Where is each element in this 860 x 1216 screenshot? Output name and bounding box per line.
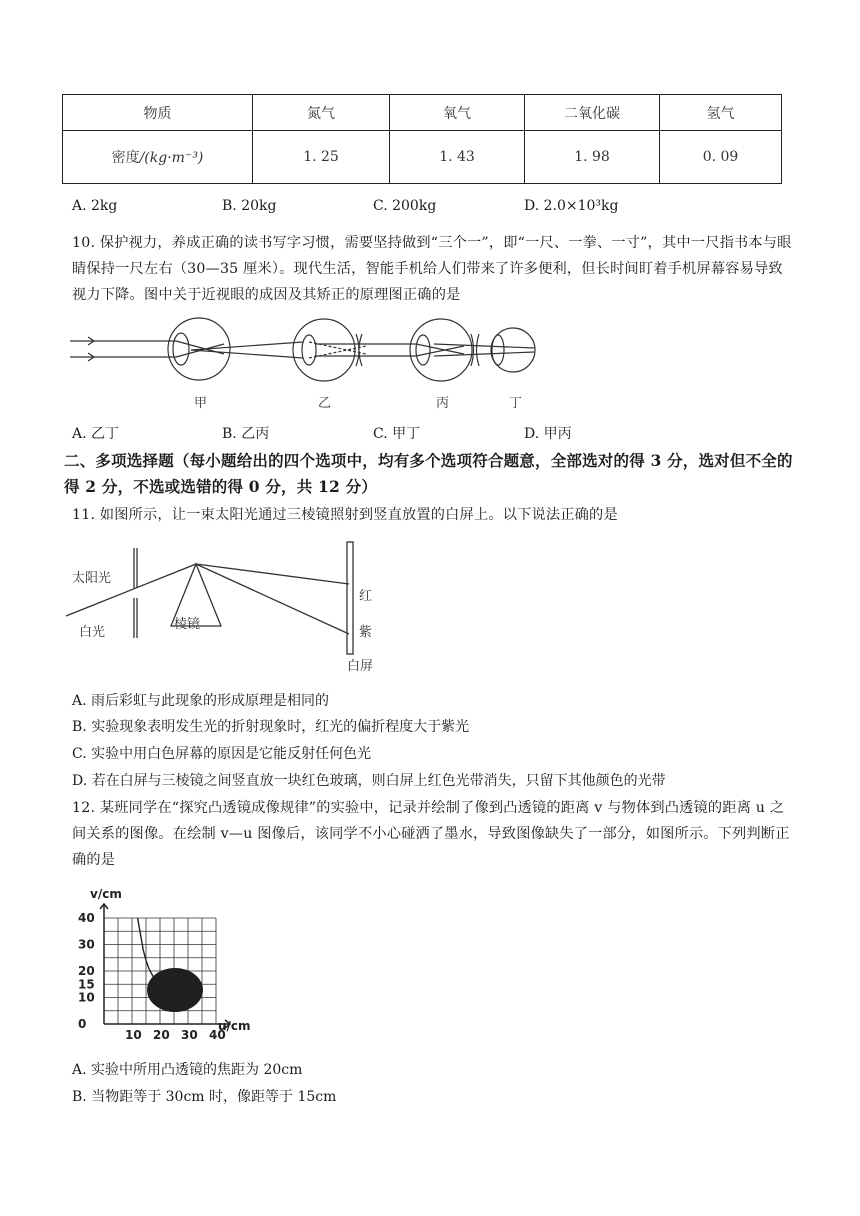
table-cell: 1. 98 — [525, 131, 660, 184]
table-header-cell: 氢气 — [660, 95, 782, 131]
table-cell: 0. 09 — [660, 131, 782, 184]
q10-eye-figure — [66, 314, 536, 414]
q11-option-a: A. 雨后彩虹与此现象的形成原理是相同的 — [72, 693, 330, 709]
label-yi: 乙 — [318, 396, 332, 411]
label-sunlight: 太阳光 — [72, 571, 112, 586]
y-tick-label: 0 — [78, 1017, 87, 1031]
q9-option-d: D. 2.0×10³kg — [524, 198, 619, 214]
y-axis — [100, 904, 108, 1024]
q12-text: 12. 某班同学在“探究凸透镜成像规律”的实验中，记录并绘制了像到凸透镜的距离 v 与物体到凸透镜的距离 u 之间关系的图像。在绘制 v—u 图像后，该同学不小心碰洒了墨水，导致图像缺失了一部分，如图所示。下列判断正确的是 — [72, 800, 790, 868]
table-header-row — [63, 95, 782, 131]
y-tick-label: 20 — [78, 964, 95, 978]
q10-option-c: C. 甲丁 — [373, 426, 421, 442]
y-tick-label: 30 — [78, 937, 95, 952]
y-tick-label: 10 — [78, 990, 95, 1005]
row-label-name: 密度 — [111, 150, 140, 166]
table-cell: 1. 25 — [253, 131, 390, 184]
label-red: 红 — [359, 589, 373, 604]
row-label-unit: /(kg·m⁻³) — [139, 150, 204, 166]
ink-blot — [147, 968, 203, 1012]
x-axis — [104, 1020, 230, 1028]
q11-option-d: D. 若在白屏与三棱镜之间竖直放一块红色玻璃，则白屏上红色光带消失，只留下其他颜色的光带 — [72, 773, 666, 789]
eye-bing-icon — [410, 319, 472, 381]
table-header-cell: 物质 — [63, 95, 253, 131]
x-axis-label: u/cm — [218, 1019, 251, 1033]
q12-option-b: B. 当物距等于 30cm 时，像距等于 15cm — [72, 1089, 337, 1105]
vu-chart — [68, 884, 268, 1044]
label-bing: 丙 — [436, 396, 450, 411]
label-white-screen: 白屏 — [347, 659, 374, 674]
q10-option-b: B. 乙丙 — [222, 426, 270, 442]
label-jia: 甲 — [194, 396, 208, 411]
chart-series-line — [138, 918, 160, 982]
density-table — [62, 94, 782, 184]
table-header-cell: 氮气 — [253, 95, 390, 131]
y-tick-label: 15 — [78, 977, 95, 992]
section2-title: 二、多项选择题（每小题给出的四个选项中，均有多个选项符合题意，全部选对的得 3 分，选对但不全的得 2 分，不选或选错的得 0 分，共 12 分） — [64, 451, 793, 496]
label-violet: 紫 — [359, 625, 373, 640]
q12-option-a: A. 实验中所用凸透镜的焦距为 20cm — [72, 1062, 303, 1078]
q10-option-d: D. 甲丙 — [524, 426, 572, 442]
q11-option-b: B. 实验现象表明发生光的折射现象时，红光的偏折程度大于紫光 — [72, 719, 470, 735]
x-tick-label: 20 — [153, 1028, 170, 1042]
y-axis-label: v/cm — [90, 887, 122, 901]
label-prism: 棱镜 — [174, 617, 201, 632]
row-label — [63, 131, 253, 184]
q9-option-b: B. 20kg — [222, 198, 277, 214]
screen-icon — [347, 542, 353, 654]
y-tick-label: 40 — [78, 911, 95, 925]
table-header-cell: 氧气 — [390, 95, 525, 131]
q11-prism-figure — [66, 536, 396, 676]
x-tick-label: 40 — [209, 1028, 226, 1042]
q11-option-c: C. 实验中用白色屏幕的原因是它能反射任何色光 — [72, 746, 372, 762]
table-cell: 1. 43 — [390, 131, 525, 184]
q10-option-a: A. 乙丁 — [72, 426, 120, 442]
x-tick-label: 10 — [125, 1028, 142, 1042]
q10-text: 10. 保护视力，养成正确的读书写字习惯，需要坚持做到“三个一”，即“一尺、一拳、一寸”，其中一尺指书本与眼睛保持一尺左右（30—35 厘米）。现代生活，智能手机给人们带来了许多便利，但长时间盯着手机屏幕容易导致视力下降。图中关于近视眼的成因及其矫正的原理图正确的是 — [72, 235, 792, 303]
x-tick-label: 30 — [181, 1028, 198, 1042]
label-white-light: 白光 — [79, 625, 106, 640]
table-row — [63, 131, 782, 184]
q9-option-c: C. 200kg — [373, 198, 437, 214]
label-ding: 丁 — [509, 396, 523, 411]
q9-option-a: A. 2kg — [72, 198, 118, 214]
q11-text: 11. 如图所示，让一束太阳光通过三棱镜照射到竖直放置的白屏上。以下说法正确的是 — [72, 507, 618, 523]
table-header-cell: 二氧化碳 — [525, 95, 660, 131]
